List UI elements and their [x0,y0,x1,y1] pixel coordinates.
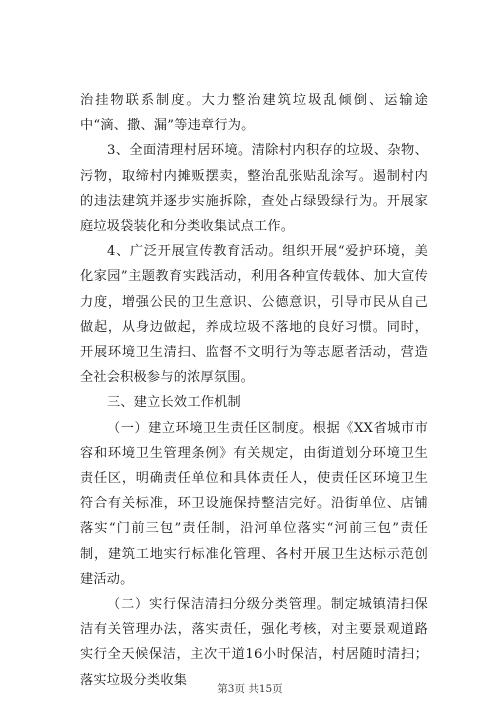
paragraph-continuation: 治挂物联系制度。大力整治建筑垃圾乱倾倒、运输途中“滴、撒、漏”等违章行为。 [80,93,428,134]
paragraph-sub-2: （二）实行保洁清扫分级分类管理。制定城镇清扫保洁有关管理办法，落实责任，强化考核，对主要景观道路实行全天候保洁，主次干道16小时保洁，村居随时清扫；落实垃圾分类收集 [80,597,428,688]
paragraph-item-3: 3、全面清理村居环境。清除村内积存的垃圾、杂物、污物，取缔村内摊贩摆卖，整治乱张贴乱涂写。遏制村内的违法建筑并逐步实施拆除，查处占绿毁绿行为。开展家庭垃圾袋装化和分类收集试点工作。 [80,143,428,235]
page-footer: 第3页 共15页 [217,683,283,695]
section-heading: 三、建立长效工作机制 [107,395,241,411]
paragraph-item-4: 4、广泛开展宣传教育活动。组织开展“爱护环境，美化家园”主题教育实践活动，利用各种宣传载体、加大宣传力度，增强公民的卫生意识、公德意识，引导市民从自己做起，从身边做起，养成垃圾不落地的良好习惯。同时，开展环境卫生清扫、监督不文明行为等志愿者活动，营造全社会积极参与的浓厚氛围。 [80,244,428,386]
paragraph-sub-1: （一）建立环境卫生责任区制度。根据《XX省城市市容和环境卫生管理条例》有关规定，由街道划分环境卫生责任区，明确责任单位和具体责任人，使责任区环境卫生符合有关标准，环卫设施保持整洁完好。沿街单位、店铺落实“门前三包”责任制，沿河单位落实“河前三包”责任制，建筑工地实行标准化管理、各村开展卫生达标示范创建活动。 [80,420,428,587]
document-body [80,88,428,693]
